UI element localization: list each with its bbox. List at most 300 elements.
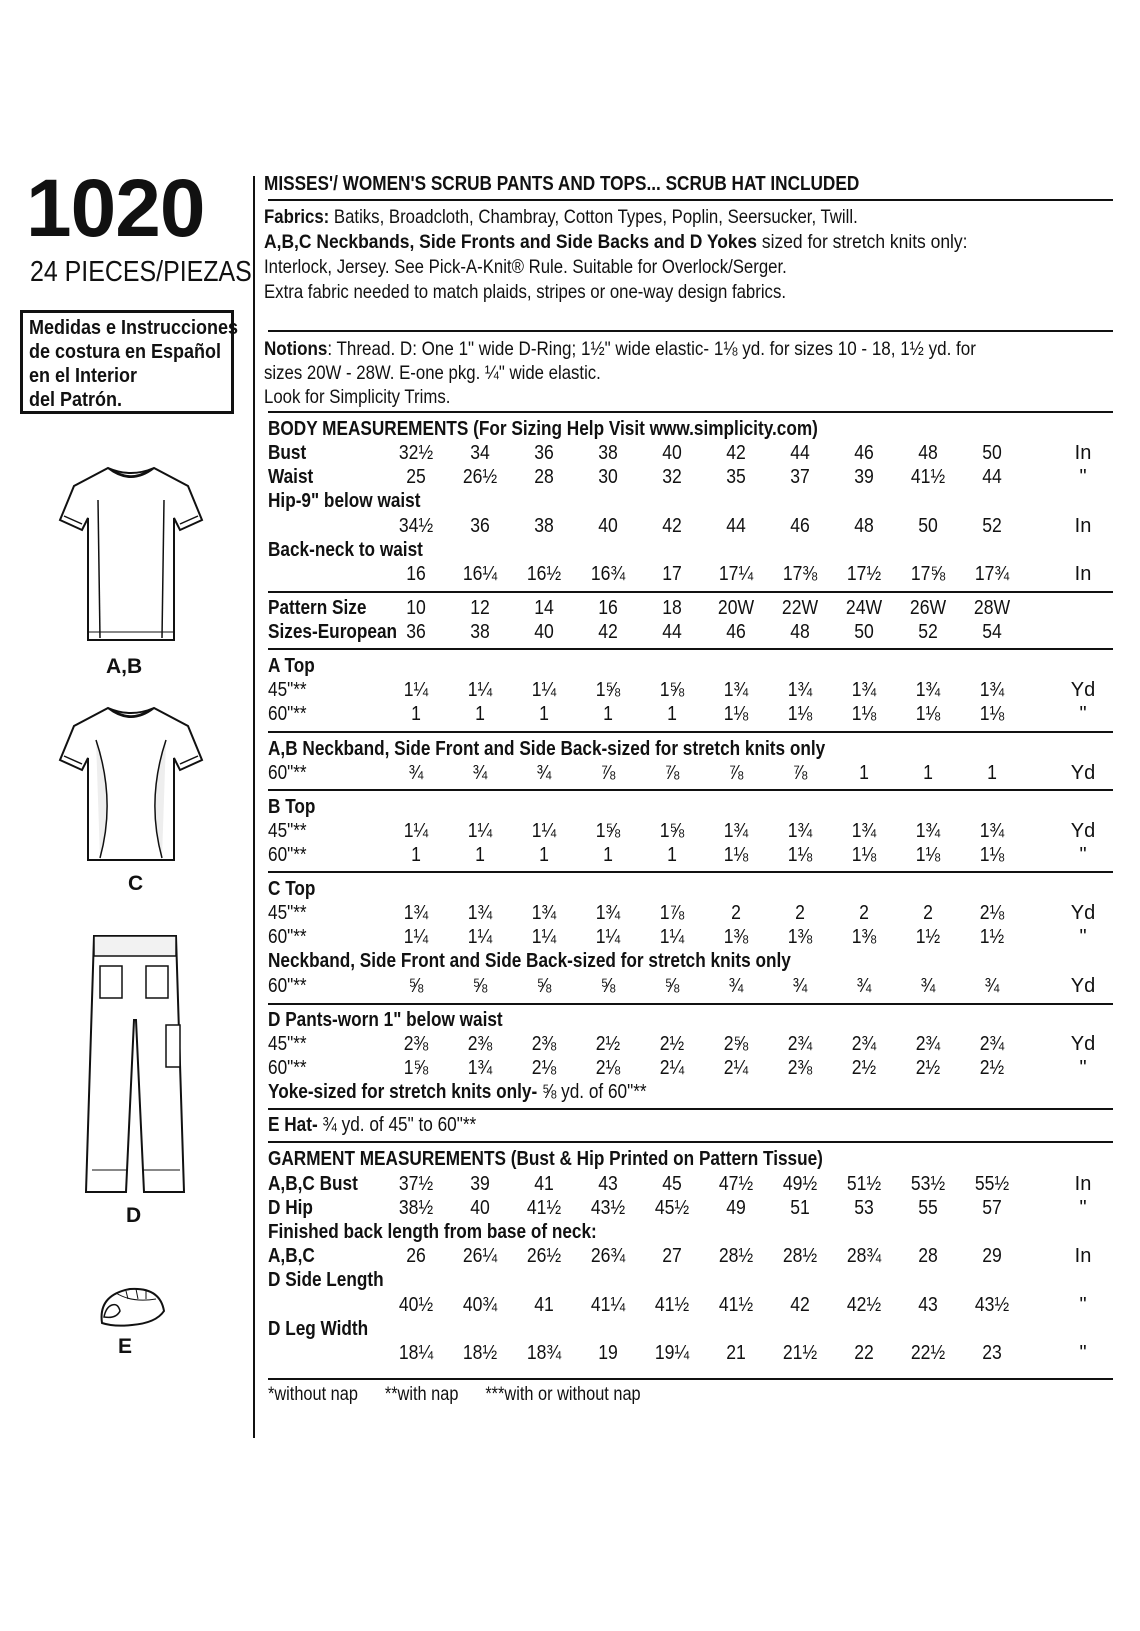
size-value: 2⅜ — [531, 1033, 557, 1055]
footnote: **with nap — [384, 1384, 459, 1405]
row-label: 60"** — [268, 975, 307, 997]
d-leg-width-row — [268, 1342, 1118, 1367]
spanish-instructions-note — [20, 310, 239, 414]
size-value: 18 — [662, 597, 682, 619]
footnotes — [268, 1384, 663, 1406]
size-value: 17 — [662, 563, 682, 585]
size-value: 41½ — [718, 1294, 754, 1316]
spanish-note-line: de costura en Español — [29, 341, 222, 363]
a-top-45-row — [268, 679, 1118, 704]
size-value: 40 — [470, 1197, 490, 1219]
size-value: 40½ — [398, 1294, 434, 1316]
footnote: *without nap — [268, 1384, 358, 1405]
size-value: 2¼ — [659, 1057, 685, 1079]
size-value: 1⅛ — [979, 844, 1005, 866]
size-value: 46 — [726, 621, 746, 643]
size-value: 44 — [982, 466, 1002, 488]
size-value: 26W — [909, 597, 947, 619]
size-value: 26¼ — [462, 1245, 498, 1267]
size-value: 46 — [854, 442, 874, 464]
size-value: 48 — [790, 621, 810, 643]
view-c-top-illustration — [56, 700, 206, 868]
size-value: 1¼ — [467, 679, 493, 701]
size-value: 42 — [598, 621, 618, 643]
size-value: 1¼ — [467, 820, 493, 842]
size-value: 2½ — [851, 1057, 877, 1079]
c-top-heading: C Top — [268, 878, 316, 900]
size-value: 2½ — [595, 1033, 621, 1055]
size-value: ⅝ — [600, 975, 616, 997]
footnote: ***with or without nap — [485, 1384, 641, 1405]
unit-label: Yd — [1070, 1033, 1096, 1055]
size-value: 1¼ — [531, 679, 557, 701]
b-top-heading: B Top — [268, 796, 316, 818]
size-value: 1¾ — [915, 679, 941, 701]
size-value: 1 — [667, 703, 677, 725]
pattern-title: MISSES'/ WOMEN'S SCRUB PANTS AND TOPS... SCRUB HAT INCLUDED — [264, 173, 860, 195]
size-value: ⅝ — [472, 975, 488, 997]
knit-fabrics-pieces: A,B,C Neckbands, Side Fronts and Side Backs and D Yokes — [264, 231, 758, 253]
knit-fabrics-line — [264, 230, 968, 254]
size-value: 1 — [603, 844, 613, 866]
size-value: 1⅛ — [787, 703, 813, 725]
size-value: 48 — [918, 442, 938, 464]
spanish-note-line: Medidas e Instrucciones — [29, 317, 239, 339]
size-value: 1⅜ — [787, 926, 813, 948]
size-value: 2½ — [915, 1057, 941, 1079]
rule — [268, 789, 1113, 791]
c-neckband-heading: Neckband, Side Front and Side Back-sized for stretch knits only — [268, 950, 791, 972]
row-label: 60"** — [268, 703, 307, 725]
size-value: 52 — [982, 515, 1002, 537]
size-value: ⅝ — [664, 975, 680, 997]
a-top-heading: A Top — [268, 655, 315, 677]
size-value: 1⅞ — [659, 902, 685, 924]
size-value: 39 — [470, 1173, 490, 1195]
unit-label: Yd — [1070, 820, 1096, 842]
size-value: 14 — [534, 597, 554, 619]
size-value: 52 — [918, 621, 938, 643]
rule — [268, 1108, 1113, 1110]
size-value: 10 — [406, 597, 426, 619]
size-value: 1 — [411, 844, 421, 866]
size-value: 27 — [662, 1245, 682, 1267]
size-value: 44 — [662, 621, 682, 643]
d-pants-45-row — [268, 1033, 1118, 1058]
size-value: 35 — [726, 466, 746, 488]
size-value: 1¾ — [467, 1057, 493, 1079]
size-value: 51½ — [846, 1173, 882, 1195]
size-value: 19 — [598, 1342, 618, 1364]
size-value: 23 — [982, 1342, 1002, 1364]
row-label: 45"** — [268, 820, 307, 842]
size-value: 28W — [973, 597, 1011, 619]
d-yoke-line: Yoke-sized for stretch knits only- ⅝ yd. of 60"** — [268, 1081, 647, 1103]
back-neck-label: Back-neck to waist — [268, 539, 423, 561]
size-value: 37 — [790, 466, 810, 488]
size-value: 1 — [603, 703, 613, 725]
size-value: 36 — [406, 621, 426, 643]
size-value: 2¾ — [915, 1033, 941, 1055]
notions-text: : Thread. D: One 1" wide D-Ring; 1½" wide elastic- 1⅛ yd. for sizes 10 - 18, 1½ yd. for — [327, 338, 976, 360]
hip-row — [268, 515, 1118, 540]
size-value: 1⅝ — [595, 679, 621, 701]
view-e-label: E — [118, 1335, 133, 1358]
view-ab-label: A,B — [106, 655, 143, 678]
row-label: D Hip — [268, 1197, 313, 1219]
size-value: 46 — [790, 515, 810, 537]
size-value: 21 — [726, 1342, 746, 1364]
size-value: 42 — [726, 442, 746, 464]
size-value: 45 — [662, 1173, 682, 1195]
back-length-heading: Finished back length from base of neck: — [268, 1221, 597, 1243]
row-label: 60"** — [268, 762, 307, 784]
size-value: 40 — [534, 621, 554, 643]
size-value: 41½ — [654, 1294, 690, 1316]
rule — [268, 330, 1113, 332]
size-value: 1⅝ — [659, 820, 685, 842]
size-value: 28 — [534, 466, 554, 488]
c-neckband-60-row — [268, 975, 1118, 1000]
size-value: 1 — [411, 703, 421, 725]
european-size-row — [268, 621, 1118, 646]
c-top-60-row — [268, 926, 1118, 951]
waist-row — [268, 466, 1118, 491]
size-value: 26½ — [526, 1245, 562, 1267]
size-value: 28 — [918, 1245, 938, 1267]
size-value: 1¼ — [403, 820, 429, 842]
size-value: 28½ — [782, 1245, 818, 1267]
size-value: 16¾ — [590, 563, 626, 585]
row-label: Waist — [268, 466, 314, 488]
garment-measurements-heading: GARMENT MEASUREMENTS (Bust & Hip Printed on Pattern Tissue) — [268, 1148, 823, 1170]
unit-label: " — [1079, 1057, 1087, 1079]
size-value: 18¼ — [398, 1342, 434, 1364]
spanish-note-line: en el Interior — [29, 365, 138, 387]
size-value: 41 — [534, 1173, 554, 1195]
size-value: 49 — [726, 1197, 746, 1219]
size-value: 2⅛ — [595, 1057, 621, 1079]
size-value: 1 — [859, 762, 869, 784]
size-value: 42 — [662, 515, 682, 537]
size-value: 22½ — [910, 1342, 946, 1364]
size-value: 37½ — [398, 1173, 434, 1195]
size-value: 1¾ — [915, 820, 941, 842]
hip-label: Hip-9" below waist — [268, 490, 421, 512]
size-value: 1⅜ — [723, 926, 749, 948]
size-value: 2 — [795, 902, 805, 924]
size-value: 1 — [923, 762, 933, 784]
size-value: 2½ — [659, 1033, 685, 1055]
view-d-pants-illustration — [80, 930, 190, 1200]
size-value: 51 — [790, 1197, 810, 1219]
size-value: 2 — [923, 902, 933, 924]
size-value: 32½ — [398, 442, 434, 464]
size-value: 17½ — [846, 563, 882, 585]
bust-row — [268, 442, 1118, 467]
d-side-length-row — [268, 1294, 1118, 1319]
size-value: 17⅝ — [910, 563, 946, 585]
size-value: ⅞ — [664, 762, 680, 784]
abc-bust-row — [268, 1173, 1118, 1198]
unit-label: Yd — [1070, 762, 1096, 784]
size-value: 21½ — [782, 1342, 818, 1364]
size-value: 1⅝ — [595, 820, 621, 842]
size-value: 17⅜ — [782, 563, 818, 585]
size-value: 2½ — [979, 1057, 1005, 1079]
size-value: 1¼ — [403, 926, 429, 948]
size-value: 50 — [918, 515, 938, 537]
size-value: 16 — [598, 597, 618, 619]
size-value: 2¼ — [723, 1057, 749, 1079]
notions-line — [264, 337, 976, 361]
row-label: Sizes-European — [268, 621, 398, 643]
row-label: 45"** — [268, 679, 307, 701]
notions-line-2: sizes 20W - 28W. E-one pkg. ¼" wide elastic. — [264, 362, 601, 384]
size-value: 43½ — [974, 1294, 1010, 1316]
size-value: 44 — [726, 515, 746, 537]
pattern-size-row — [268, 597, 1118, 622]
size-value: 1½ — [979, 926, 1005, 948]
size-value: 26 — [406, 1245, 426, 1267]
size-value: 57 — [982, 1197, 1002, 1219]
unit-label: In — [1074, 1245, 1092, 1267]
size-value: 1⅛ — [787, 844, 813, 866]
pieces-count: 24 PIECES/PIEZAS — [30, 256, 252, 288]
size-value: 45½ — [654, 1197, 690, 1219]
row-label: A,B,C — [268, 1245, 315, 1267]
fabrics-line — [264, 205, 858, 229]
size-value: 30 — [598, 466, 618, 488]
size-value: 49½ — [782, 1173, 818, 1195]
size-value: 28¾ — [846, 1245, 882, 1267]
unit-label: Yd — [1070, 902, 1096, 924]
size-value: ⅝ — [536, 975, 552, 997]
size-value: 16½ — [526, 563, 562, 585]
a-top-60-row — [268, 703, 1118, 728]
ab-neckband-heading: A,B Neckband, Side Front and Side Back-sized for stretch knits only — [268, 738, 826, 760]
size-value: 26½ — [462, 466, 498, 488]
size-value: 42½ — [846, 1294, 882, 1316]
size-value: 1¾ — [787, 679, 813, 701]
size-value: 41 — [534, 1294, 554, 1316]
e-hat-line: E Hat- ¾ yd. of 45" to 60"** — [268, 1114, 477, 1136]
size-value: ⅞ — [728, 762, 744, 784]
size-value: 2 — [859, 902, 869, 924]
unit-label: " — [1079, 1342, 1087, 1364]
size-value: 38 — [470, 621, 490, 643]
view-d-label: D — [126, 1204, 142, 1227]
d-leg-width-label: D Leg Width — [268, 1318, 369, 1340]
size-value: 1¾ — [723, 679, 749, 701]
size-value: 1 — [987, 762, 997, 784]
size-value: 55½ — [974, 1173, 1010, 1195]
size-value: 1¾ — [787, 820, 813, 842]
size-value: ¾ — [536, 762, 552, 784]
size-value: 38 — [598, 442, 618, 464]
row-label: 60"** — [268, 844, 307, 866]
b-top-45-row — [268, 820, 1118, 845]
size-value: 1½ — [915, 926, 941, 948]
rule — [268, 411, 1113, 413]
size-value: ⅝ — [408, 975, 424, 997]
size-value: 28½ — [718, 1245, 754, 1267]
size-value: 1⅝ — [403, 1057, 429, 1079]
size-value: 2⅛ — [531, 1057, 557, 1079]
rule — [268, 1003, 1113, 1005]
rule — [268, 871, 1113, 873]
size-value: 1 — [475, 844, 485, 866]
size-value: 1¾ — [851, 679, 877, 701]
size-value: 1¾ — [979, 820, 1005, 842]
pattern-number: 1020 — [26, 163, 205, 254]
row-label: 45"** — [268, 1033, 307, 1055]
size-value: 24W — [845, 597, 883, 619]
size-value: 1⅛ — [723, 844, 749, 866]
size-value: 2⅜ — [467, 1033, 493, 1055]
size-value: 50 — [854, 621, 874, 643]
size-value: 38½ — [398, 1197, 434, 1219]
size-value: 1¾ — [979, 679, 1005, 701]
size-value: 41½ — [910, 466, 946, 488]
back-neck-row — [268, 563, 1118, 588]
size-value: 29 — [982, 1245, 1002, 1267]
size-value: 1⅛ — [979, 703, 1005, 725]
size-value: 1¾ — [595, 902, 621, 924]
d-pants-60-row — [268, 1057, 1118, 1082]
size-value: 16¼ — [462, 563, 498, 585]
size-value: 1¼ — [467, 926, 493, 948]
size-value: 1¼ — [403, 679, 429, 701]
size-value: ¾ — [408, 762, 424, 784]
size-value: 40 — [662, 442, 682, 464]
size-value: 22W — [781, 597, 819, 619]
size-value: 40¾ — [462, 1294, 498, 1316]
size-value: 54 — [982, 621, 1002, 643]
unit-label: In — [1074, 1173, 1092, 1195]
knit-fabrics-types: Interlock, Jersey. See Pick-A-Knit® Rule. Suitable for Overlock/Serger. — [264, 256, 787, 278]
rule — [268, 1378, 1113, 1380]
unit-label: " — [1079, 466, 1087, 488]
size-value: 1¼ — [595, 926, 621, 948]
size-value: 2⅛ — [979, 902, 1005, 924]
size-value: 1¼ — [531, 820, 557, 842]
size-value: 1⅛ — [851, 844, 877, 866]
notions-label: Notions — [264, 338, 328, 360]
row-label: 60"** — [268, 1057, 307, 1079]
size-value: 20W — [717, 597, 755, 619]
body-measurements-heading: BODY MEASUREMENTS (For Sizing Help Visit www.simplicity.com) — [268, 418, 818, 440]
fabrics-list: Batiks, Broadcloth, Chambray, Cotton Types, Poplin, Seersucker, Twill. — [333, 206, 858, 228]
size-value: 2⅜ — [403, 1033, 429, 1055]
d-side-length-label: D Side Length — [268, 1269, 384, 1291]
size-value: 1¾ — [723, 820, 749, 842]
unit-label: " — [1079, 703, 1087, 725]
size-value: 43 — [598, 1173, 618, 1195]
ab-neckband-60-row — [268, 762, 1118, 787]
b-top-60-row — [268, 844, 1118, 869]
size-value: 43 — [918, 1294, 938, 1316]
size-value: 1¾ — [403, 902, 429, 924]
size-value: 1 — [475, 703, 485, 725]
size-value: ¾ — [984, 975, 1000, 997]
view-e-hat-illustration — [96, 1283, 168, 1333]
size-value: 41¼ — [590, 1294, 626, 1316]
row-label: A,B,C Bust — [268, 1173, 358, 1195]
size-value: 1¼ — [659, 926, 685, 948]
size-value: 22 — [854, 1342, 874, 1364]
size-value: 17¾ — [974, 563, 1010, 585]
unit-label: In — [1074, 515, 1092, 537]
size-value: 2⅝ — [723, 1033, 749, 1055]
size-value: 1¼ — [531, 926, 557, 948]
d-hip-row — [268, 1197, 1118, 1222]
view-ab-top-illustration — [56, 460, 206, 650]
size-value: 2¾ — [787, 1033, 813, 1055]
size-value: 1⅛ — [915, 703, 941, 725]
size-value: 53½ — [910, 1173, 946, 1195]
extra-fabric-note: Extra fabric needed to match plaids, stripes or one-way design fabrics. — [264, 281, 786, 303]
unit-label: Yd — [1070, 975, 1096, 997]
size-value: 1¾ — [467, 902, 493, 924]
size-value: 1 — [667, 844, 677, 866]
size-value: ⅞ — [792, 762, 808, 784]
size-value: ¾ — [856, 975, 872, 997]
size-value: 2¾ — [979, 1033, 1005, 1055]
size-value: 41½ — [526, 1197, 562, 1219]
size-value: 1⅛ — [915, 844, 941, 866]
size-value: 34½ — [398, 515, 434, 537]
rule — [268, 731, 1113, 733]
size-value: 12 — [470, 597, 490, 619]
unit-label: In — [1074, 563, 1092, 585]
size-value: 40 — [598, 515, 618, 537]
rule — [268, 648, 1113, 650]
size-value: 39 — [854, 466, 874, 488]
size-value: 44 — [790, 442, 810, 464]
size-value: 48 — [854, 515, 874, 537]
rule — [268, 591, 1113, 593]
unit-label: " — [1079, 926, 1087, 948]
size-value: 32 — [662, 466, 682, 488]
size-value: 1¾ — [531, 902, 557, 924]
size-value: 17¼ — [718, 563, 754, 585]
size-value: 50 — [982, 442, 1002, 464]
size-value: 47½ — [718, 1173, 754, 1195]
size-value: 1¾ — [851, 820, 877, 842]
size-value: 19¼ — [654, 1342, 690, 1364]
size-value: 1⅛ — [851, 703, 877, 725]
column-divider — [253, 176, 255, 1438]
row-label: 45"** — [268, 902, 307, 924]
size-value: 38 — [534, 515, 554, 537]
unit-label: " — [1079, 844, 1087, 866]
unit-label: In — [1074, 442, 1092, 464]
spanish-note-line: del Patrón. — [29, 389, 123, 411]
unit-label: " — [1079, 1294, 1087, 1316]
size-value: 16 — [406, 563, 426, 585]
size-value: 55 — [918, 1197, 938, 1219]
view-c-label: C — [128, 872, 144, 895]
row-label: Bust — [268, 442, 307, 464]
size-value: 36 — [470, 515, 490, 537]
rule — [268, 1141, 1113, 1143]
size-value: 53 — [854, 1197, 874, 1219]
size-value: 18¾ — [526, 1342, 562, 1364]
size-value: ¾ — [792, 975, 808, 997]
size-value: ¾ — [728, 975, 744, 997]
size-value: 34 — [470, 442, 490, 464]
